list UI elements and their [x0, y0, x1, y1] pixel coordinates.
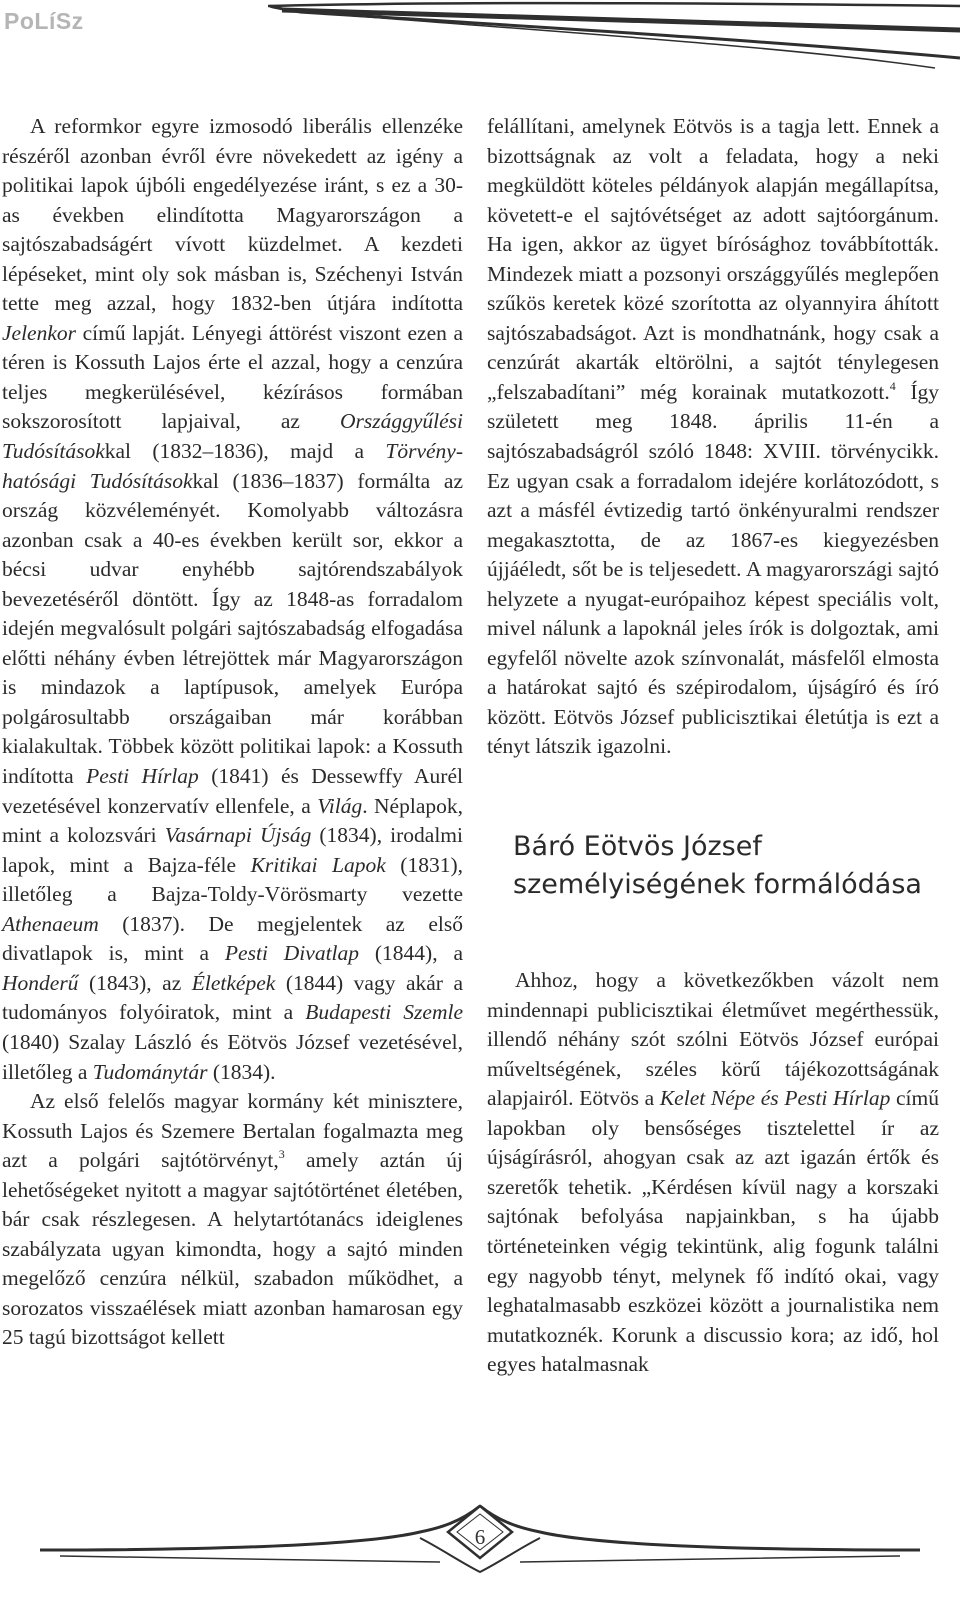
italic-title: Életképek [191, 970, 276, 995]
text-run: (1844) vagy akár a tudományos folyóiratok, mint a [2, 970, 464, 1025]
journal-logo: PoLíSz [4, 8, 84, 34]
footnote-marker: 4 [889, 378, 896, 393]
text-run: (1843), az [78, 970, 192, 995]
text-run: (1837). De megjelentek az első divatlapok is, mint a [2, 911, 463, 966]
text-run: című lapokban oly bensőséges tisztelettel ír az újságírásról, ahogyan csak az azt igazán értők és szeretők tehetik. „Kérdésen kívül nagy a korszaki sajtónak befolyása napjainkban, s ha újabb történeteinken végig tekintünk, alig fogunk találni egy nagyobb tényt, melynek fő indító okai, vagy leghatalmasabb eszközei között a journalistika nem mutatkoznék. Korunk a discussio kora; az idő, hol egyes hatalmasnak [487, 1086, 939, 1377]
italic-title: Honderű [2, 970, 79, 995]
body-paragraph [2, 112, 463, 1087]
section-heading-line: Báró Eötvös József [513, 831, 762, 863]
text-run: (1831), illetőleg a Bajza-Toldy-Vörösmarty vezette [2, 852, 463, 907]
italic-title: Kritikai Lapok [250, 852, 386, 877]
text-run: amely aztán új lehetőségeket nyitott a magyar sajtótörténet életében, bár csak részlegesen. A helytartótanács ideiglenes szabályzata ugyan kimondta, hogy a sajtó minden megelőző cenzúra nélkül, szabadon működhet, a sorozatos visszaélések miatt azonban hamarosan egy 25 tagú bizottságot kellett [2, 1148, 463, 1350]
text-run: Ahhoz, hogy a következőkben vázolt nem mindennapi publicisztikai életművet megérthessük, illendő néhány szót szólni Eötvös József európai műveltségének, széles körű tájékozottságának alapjairól. Eötvös a [487, 968, 939, 1111]
right-text-column [487, 112, 939, 1380]
italic-title: Pesti Divatlap [224, 941, 360, 966]
italic-title: Jelenkor [2, 320, 77, 345]
text-run: Így született meg 1848. április 11-én a sajtószabadságról szóló 1848: XVIII. törvénycikk. Ez ugyan csak a forradalom idejére korlátozódott, s azt a másfél évtizedig tartó önkényuralmi rendszer megakasztotta, de az 1867-es kiegyezésben újjáéledt, sőt be is teljesedett. A magyarországi sajtó helyzete a nyugat-európaihoz képest speciális volt, mivel nálunk a lapoknál jeles írók is dolgoztak, ami egyfelől növelte azok színvonalát, másfelől elmosta a határokat sajtó és szépirodalom, újságíró és író között. Eötvös József publicisztikai életútja is ezt a tényt látszik igazolni. [487, 379, 939, 759]
italic-title: Budapesti Szemle [305, 1000, 463, 1025]
text-run: (1834), irodalmi lapok, mint a Bajza-féle [2, 823, 463, 877]
text-run: kal (1836–1837) formálta az ország közvéleményét. Komolyabb változásra azonban csak a 40-es években került sor, ekkor a bécsi udvar enyhébb sajtórendszabályok bevezetéséről döntött. Így az 1848-as forradalom idején megvalósult polgári sajtószabadság elfogadása előtti néhány évben létrejöttek már Magyarországon is mindazok a laptípusok, amelyek Európa polgárosultabb országaiban már korábban kialakultak. Többek között politikai lapok: a Kossuth indította [2, 468, 463, 789]
page-number: 6 [474, 1525, 486, 1549]
italic-title: Tudománytár [92, 1059, 208, 1084]
italic-title: Világ [317, 793, 363, 818]
text-run: . Néplapok, mint a kolozsvári [2, 793, 463, 848]
italic-title: Athenaeum [2, 911, 99, 936]
text-run: A reformkor egyre izmosodó liberális ellenzéke részéről azonban évről évre növekedett az igény a politikai lapok újbóli engedélyezése iránt, s ez a 30-as években elindította Magyarországon a sajtószabadságért vívott küzdelmet. A kezdeti lépéseket, mint oly sok másban is, Széchenyi István tette meg azzal, hogy 1832-ben útjára indította [2, 114, 463, 316]
header-swoosh-ornament [0, 0, 960, 70]
italic-title: Pesti Hírlap [86, 764, 199, 789]
body-paragraph [487, 966, 939, 1380]
body-paragraph [487, 112, 939, 762]
italic-title: Vasárnapi Újság [164, 823, 312, 848]
text-run: felállítani, amelynek Eötvös is a tagja lett. Ennek a bizottságnak az volt a feladata, hogy a neki megküldött köteles példányok alapján megállapítsa, követett-e el sajtóvétséget az adott sajtóorgánum. Ha igen, akkor az ügyet bírósághoz továbbították. Mindezek miatt a pozsonyi országgyűlés meglepően szűkös keretek közé szorította az olyannyira áhított sajtószabadságot. Azt is mondhatnánk, hogy csak a cenzúrát akarták eltörölni, a sajtót ténylegesen „felszabadítani” még korainak mutatkozott. [487, 114, 939, 404]
body-paragraph [2, 1087, 463, 1353]
section-heading [513, 828, 939, 904]
left-text-column [2, 112, 463, 1353]
text-run: című lapját. Lényegi áttörést viszont ezen a téren is Kossuth Lajos érte el azzal, hogy a cenzúra teljes megkerülésével, kézírásos formában sokszorosított lapjaival, az [2, 320, 463, 434]
text-run: kal (1832–1836), majd a [104, 439, 386, 464]
text-run: (1834). [207, 1059, 276, 1084]
italic-title: Törvényhatósági Tudósítások [2, 439, 463, 493]
footnote-marker: 3 [278, 1147, 285, 1162]
section-heading-line: személyiségének formálódása [513, 869, 922, 901]
italic-title: Országgyűlési Tudósítások [2, 409, 463, 464]
italic-title: Kelet Népe és Pesti Hírlap [659, 1086, 891, 1111]
text-run: Az első felelős magyar kormány két minisztere, Kossuth Lajos és Szemere Bertalan fogalmazta meg azt a polgári sajtótörvényt, [2, 1089, 463, 1173]
text-run: (1841) és Dessewffy Aurél vezetésével konzervatív ellenfele, a [2, 764, 463, 818]
text-run: (1844), a [359, 941, 464, 966]
text-run: (1840) Szalay László és Eötvös József vezetésével, illetőleg a [2, 1029, 463, 1084]
